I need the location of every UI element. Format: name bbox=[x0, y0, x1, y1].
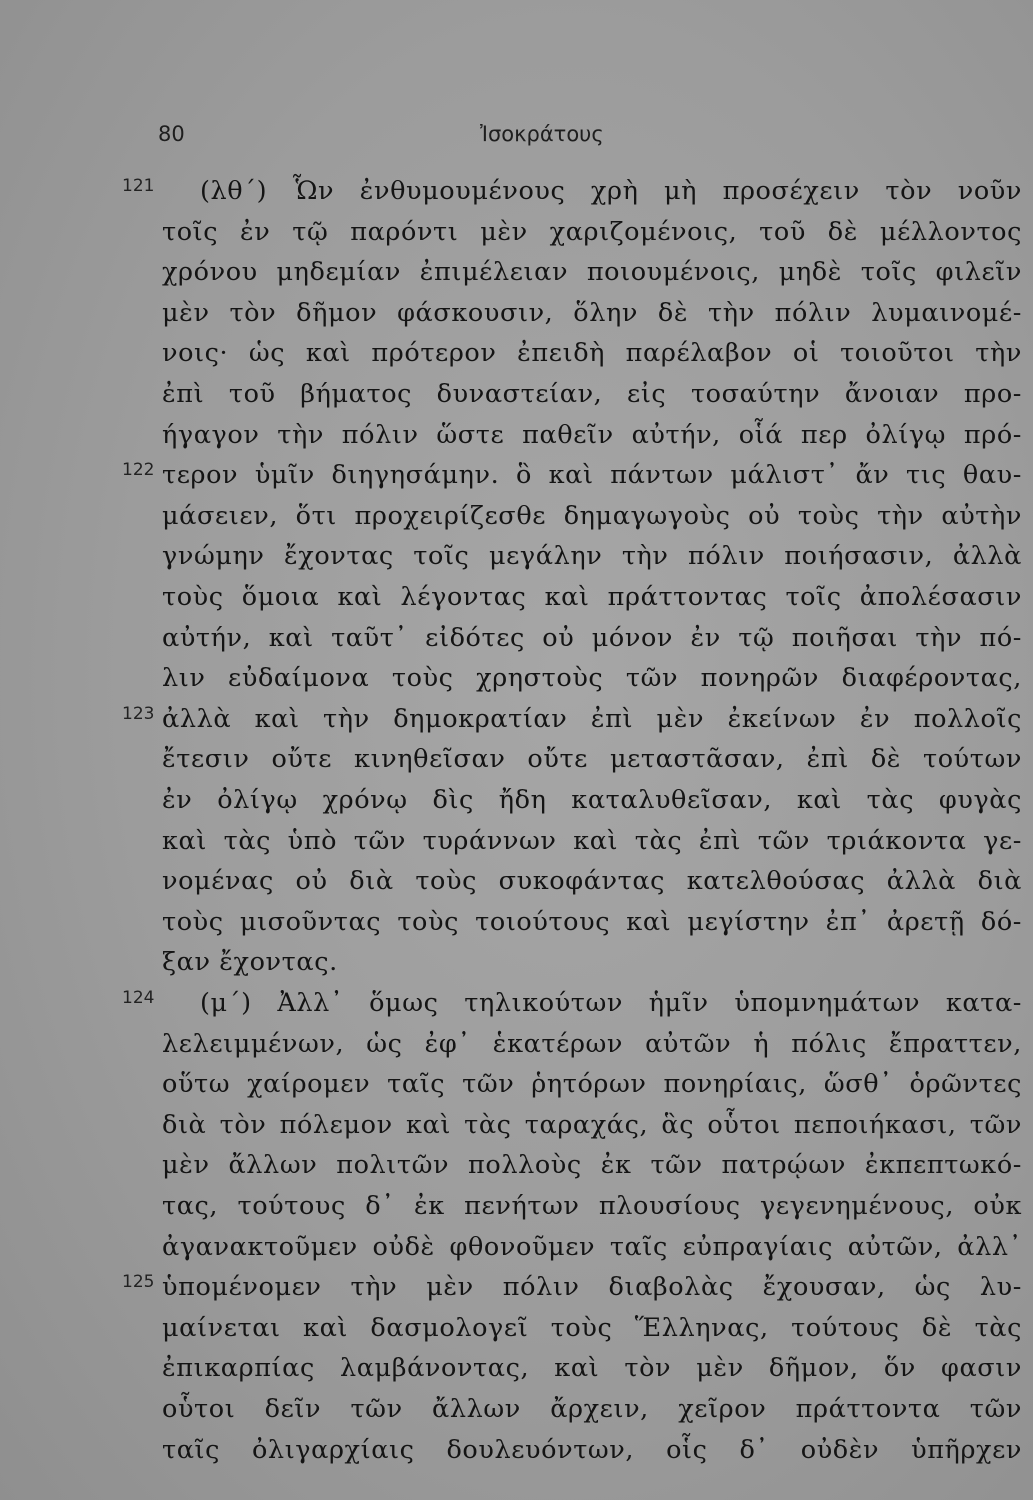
line-text: μὲν ἄλλων πολιτῶν πολλοὺς ἐκ τῶν πατρῴων ἐκπεπτωκό- bbox=[162, 1150, 1022, 1181]
line-text: ἔτεσιν οὔτε κινηθεῖσαν οὔτε μεταστᾶσαν, ἐπὶ δὲ τούτων bbox=[162, 744, 1022, 775]
line-text: ταῖς ὀλιγαρχίαις δουλευόντων, οἷς δ᾽ οὐδὲν ὑπῆρχεν bbox=[162, 1434, 1022, 1465]
text-line bbox=[0, 375, 1033, 413]
page-number: 80 bbox=[158, 122, 185, 146]
line-text: τοὺς μισοῦντας τοὺς τοιούτους καὶ μεγίστην ἐπ᾽ ἀρετῇ δό- bbox=[162, 906, 1022, 937]
line-text: οὗτοι δεῖν τῶν ἄλλων ἄρχειν, χεῖρον πράττοντα τῶν bbox=[162, 1394, 1022, 1424]
line-text: ἐπὶ τοῦ βήματος δυναστείαν, εἰς τοσαύτην ἄνοιαν προ- bbox=[162, 379, 1022, 409]
text-line bbox=[0, 943, 1033, 981]
text-line bbox=[0, 537, 1033, 575]
section-number: 121 bbox=[122, 176, 155, 196]
text-line bbox=[0, 1349, 1033, 1387]
line-text: οὕτω χαίρομεν ταῖς τῶν ῥητόρων πονηρίαις, ὥσθ᾽ ὁρῶντες bbox=[162, 1069, 1022, 1100]
text-line bbox=[0, 659, 1033, 697]
text-line bbox=[0, 1309, 1033, 1347]
line-text: χρόνου μηδεμίαν ἐπιμέλειαν ποιουμένοις, μηδὲ τοῖς φιλεῖν bbox=[162, 257, 1022, 288]
line-text: (λθ΄) Ὧν ἐνθυμουμένους χρὴ μὴ προσέχειν τὸν νοῦν bbox=[200, 176, 1022, 206]
text-line bbox=[0, 1065, 1033, 1103]
text-line bbox=[0, 253, 1033, 291]
line-text: ἐν ὀλίγῳ χρόνῳ δὶς ἤδη καταλυθεῖσαν, καὶ τὰς φυγὰς bbox=[162, 785, 1022, 815]
line-text: λιν εὐδαίμονα τοὺς χρηστοὺς τῶν πονηρῶν διαφέροντας, bbox=[162, 663, 1022, 694]
line-text: ὑπομένομεν τὴν μὲν πόλιν διαβολὰς ἔχουσαν, ὡς λυ- bbox=[162, 1272, 1022, 1303]
line-text: τας, τούτους δ᾽ ἐκ πενήτων πλουσίους γεγενημένους, οὐκ bbox=[162, 1191, 1022, 1221]
text-line bbox=[0, 903, 1033, 941]
line-text: τοὺς ὅμοια καὶ λέγοντας καὶ πράττοντας τοῖς ἀπολέσασιν bbox=[162, 582, 1022, 612]
text-line bbox=[0, 1187, 1033, 1225]
line-text: λελειμμένων, ὡς ἐφ᾽ ἑκατέρων αὐτῶν ἡ πόλις ἔπραττεν, bbox=[162, 1028, 1022, 1059]
page-header bbox=[0, 122, 1033, 162]
running-title: Ἰσοκράτους bbox=[480, 122, 604, 146]
line-text: ἐπικαρπίας λαμβάνοντας, καὶ τὸν μὲν δῆμον, ὅν φασιν bbox=[162, 1353, 1022, 1384]
text-line bbox=[0, 984, 1033, 1022]
line-text: ἀγανακτοῦμεν οὐδὲ φθονοῦμεν ταῖς εὐπραγίαις αὐτῶν, ἀλλ᾽ bbox=[162, 1231, 1022, 1262]
line-text: ἀλλὰ καὶ τὴν δημοκρατίαν ἐπὶ μὲν ἐκείνων ἐν πολλοῖς bbox=[162, 703, 1022, 734]
line-text: ήγαγον τὴν πόλιν ὥστε παθεῖν αὐτήν, οἷά περ ὀλίγῳ πρό- bbox=[162, 419, 1022, 450]
text-line bbox=[0, 700, 1033, 738]
text-line bbox=[0, 1431, 1033, 1469]
text-line bbox=[0, 619, 1033, 657]
text-line bbox=[0, 213, 1033, 251]
text-line bbox=[0, 1390, 1033, 1428]
line-text: (μ΄) Ἀλλ᾽ ὅμως τηλικούτων ἡμῖν ὑπομνημάτων κατα- bbox=[200, 988, 1022, 1018]
text-line bbox=[0, 334, 1033, 372]
text-line bbox=[0, 456, 1033, 494]
line-text: διὰ τὸν πόλεμον καὶ τὰς ταραχάς, ἃς οὗτοι πεποιήκασι, τῶν bbox=[162, 1109, 1022, 1140]
line-text: νοις· ὡς καὶ πρότερον ἐπειδὴ παρέλαβον οἱ τοιοῦτοι τὴν bbox=[162, 338, 1022, 369]
text-line bbox=[0, 1228, 1033, 1266]
text-line bbox=[0, 862, 1033, 900]
text-line bbox=[0, 1106, 1033, 1144]
text-line bbox=[0, 172, 1033, 210]
text-line bbox=[0, 1146, 1033, 1184]
text-line bbox=[0, 497, 1033, 535]
section-number: 122 bbox=[122, 460, 155, 481]
line-text: αὐτήν, καὶ ταῦτ᾽ εἰδότες οὐ μόνον ἐν τῷ ποιῆσαι τὴν πό- bbox=[162, 622, 1022, 653]
text-line bbox=[0, 578, 1033, 616]
text-line bbox=[0, 294, 1033, 332]
line-text: καὶ τὰς ὑπὸ τῶν τυράννων καὶ τὰς ἐπὶ τῶν τριάκοντα γε- bbox=[162, 825, 1022, 856]
line-text: τοῖς ἐν τῷ παρόντι μὲν χαριζομένοις, τοῦ δὲ μέλλοντος bbox=[162, 216, 1022, 247]
line-text: νομένας οὐ διὰ τοὺς συκοφάντας κατελθούσας ἀλλὰ διὰ bbox=[162, 866, 1022, 897]
line-text: μαίνεται καὶ δασμολογεῖ τοὺς Ἕλληνας, τούτους δὲ τὰς bbox=[162, 1312, 1022, 1343]
text-line bbox=[0, 1025, 1033, 1063]
section-number: 125 bbox=[122, 1272, 155, 1293]
line-text: γνώμην ἔχοντας τοῖς μεγάλην τὴν πόλιν ποιήσασιν, ἀλλὰ bbox=[162, 541, 1022, 572]
line-text: ξαν ἔχοντας. bbox=[162, 947, 338, 978]
line-text: μάσειεν, ὅτι προχειρίζεσθε δημαγωγοὺς οὐ τοὺς τὴν αὐτὴν bbox=[162, 500, 1022, 531]
text-line bbox=[0, 416, 1033, 454]
section-number: 123 bbox=[122, 703, 155, 724]
line-text: μὲν τὸν δῆμον φάσκουσιν, ὅλην δὲ τὴν πόλιν λυμαινομέ- bbox=[162, 297, 1022, 328]
text-line bbox=[0, 822, 1033, 860]
section-number: 124 bbox=[122, 988, 155, 1008]
text-line bbox=[0, 781, 1033, 819]
text-line bbox=[0, 740, 1033, 778]
text-line bbox=[0, 1268, 1033, 1306]
line-text: τερον ὑμῖν διηγησάμην. ὃ καὶ πάντων μάλιστ᾽ ἄν τις θαυ- bbox=[162, 460, 1022, 491]
